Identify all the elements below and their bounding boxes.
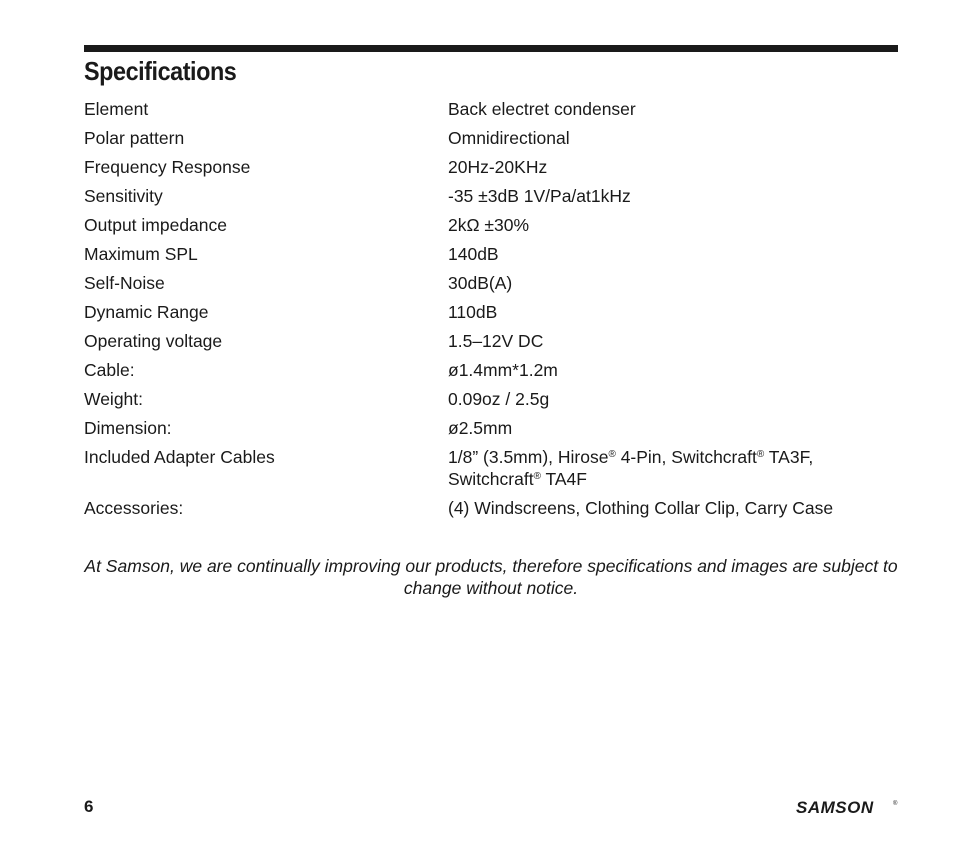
spec-value: ø1.4mm*1.2m bbox=[448, 360, 558, 380]
spec-value: -35 ±3dB 1V/Pa/at1kHz bbox=[448, 186, 631, 206]
spec-row-dimension bbox=[84, 417, 898, 439]
spec-row-sensitivity bbox=[84, 185, 898, 207]
registered-mark: ® bbox=[608, 449, 616, 460]
spec-row-accessories bbox=[84, 497, 898, 519]
page-number: 6 bbox=[84, 797, 94, 816]
top-rule bbox=[84, 45, 898, 52]
spec-label: Self-Noise bbox=[84, 273, 165, 293]
spec-value-part: TA4F bbox=[540, 469, 587, 489]
spec-label: Frequency Response bbox=[84, 157, 251, 177]
spec-row-frequency-response bbox=[84, 156, 898, 178]
spec-label: Output impedance bbox=[84, 215, 228, 235]
spec-row-included-adapter-cables bbox=[84, 446, 898, 490]
spec-value: 1.5–12V DC bbox=[448, 331, 544, 351]
samson-logo bbox=[794, 796, 900, 818]
logo-text: SAMSON bbox=[796, 798, 874, 817]
spec-value: 140dB bbox=[448, 244, 499, 264]
spec-row-self-noise bbox=[84, 272, 898, 294]
spec-row-weight bbox=[84, 388, 898, 410]
spec-row-polar-pattern bbox=[84, 127, 898, 149]
spec-label: Sensitivity bbox=[84, 186, 163, 206]
spec-value-part: TA3F, bbox=[764, 447, 814, 467]
spec-value-part: Switchcraft bbox=[448, 469, 534, 489]
spec-label: Accessories: bbox=[84, 498, 184, 518]
spec-value: (4) Windscreens, Clothing Collar Clip, Carry Case bbox=[448, 498, 834, 518]
spec-value: Back electret condenser bbox=[448, 99, 636, 119]
logo-registered-mark: ® bbox=[893, 801, 898, 807]
spec-value: 110dB bbox=[448, 302, 498, 322]
disclaimer-note: At Samson, we are continually improving our products, therefore specifications and images are subject to change without notice. bbox=[84, 556, 898, 598]
spec-label: Dynamic Range bbox=[84, 302, 209, 322]
spec-label: Maximum SPL bbox=[84, 244, 198, 264]
spec-value: Omnidirectional bbox=[448, 128, 570, 148]
spec-value-part: 1/8” (3.5mm), Hirose bbox=[448, 447, 609, 467]
spec-value: 0.09oz / 2.5g bbox=[448, 389, 550, 409]
spec-value bbox=[448, 446, 898, 490]
spec-label: Cable: bbox=[84, 360, 135, 380]
spec-row-cable bbox=[84, 359, 898, 381]
spec-value: 2kΩ ±30% bbox=[448, 215, 530, 235]
spec-row-element bbox=[84, 98, 898, 120]
spec-row-maximum-spl bbox=[84, 243, 898, 265]
spec-value-part: 4-Pin, Switchcraft bbox=[615, 447, 757, 467]
spec-table bbox=[84, 98, 898, 526]
spec-row-dynamic-range bbox=[84, 301, 898, 323]
spec-row-output-impedance bbox=[84, 214, 898, 236]
spec-value: ø2.5mm bbox=[448, 418, 513, 438]
spec-label: Dimension: bbox=[84, 418, 172, 438]
spec-value: 20Hz-20KHz bbox=[448, 157, 548, 177]
spec-label: Element bbox=[84, 99, 149, 119]
spec-value: 30dB(A) bbox=[448, 273, 513, 293]
spec-label: Weight: bbox=[84, 389, 144, 409]
spec-row-operating-voltage bbox=[84, 330, 898, 352]
spec-label: Polar pattern bbox=[84, 128, 185, 148]
registered-mark: ® bbox=[533, 471, 541, 482]
page-title: Specifications bbox=[84, 56, 237, 86]
spec-label: Included Adapter Cables bbox=[84, 447, 275, 467]
registered-mark: ® bbox=[756, 449, 765, 460]
spec-label: Operating voltage bbox=[84, 331, 223, 351]
